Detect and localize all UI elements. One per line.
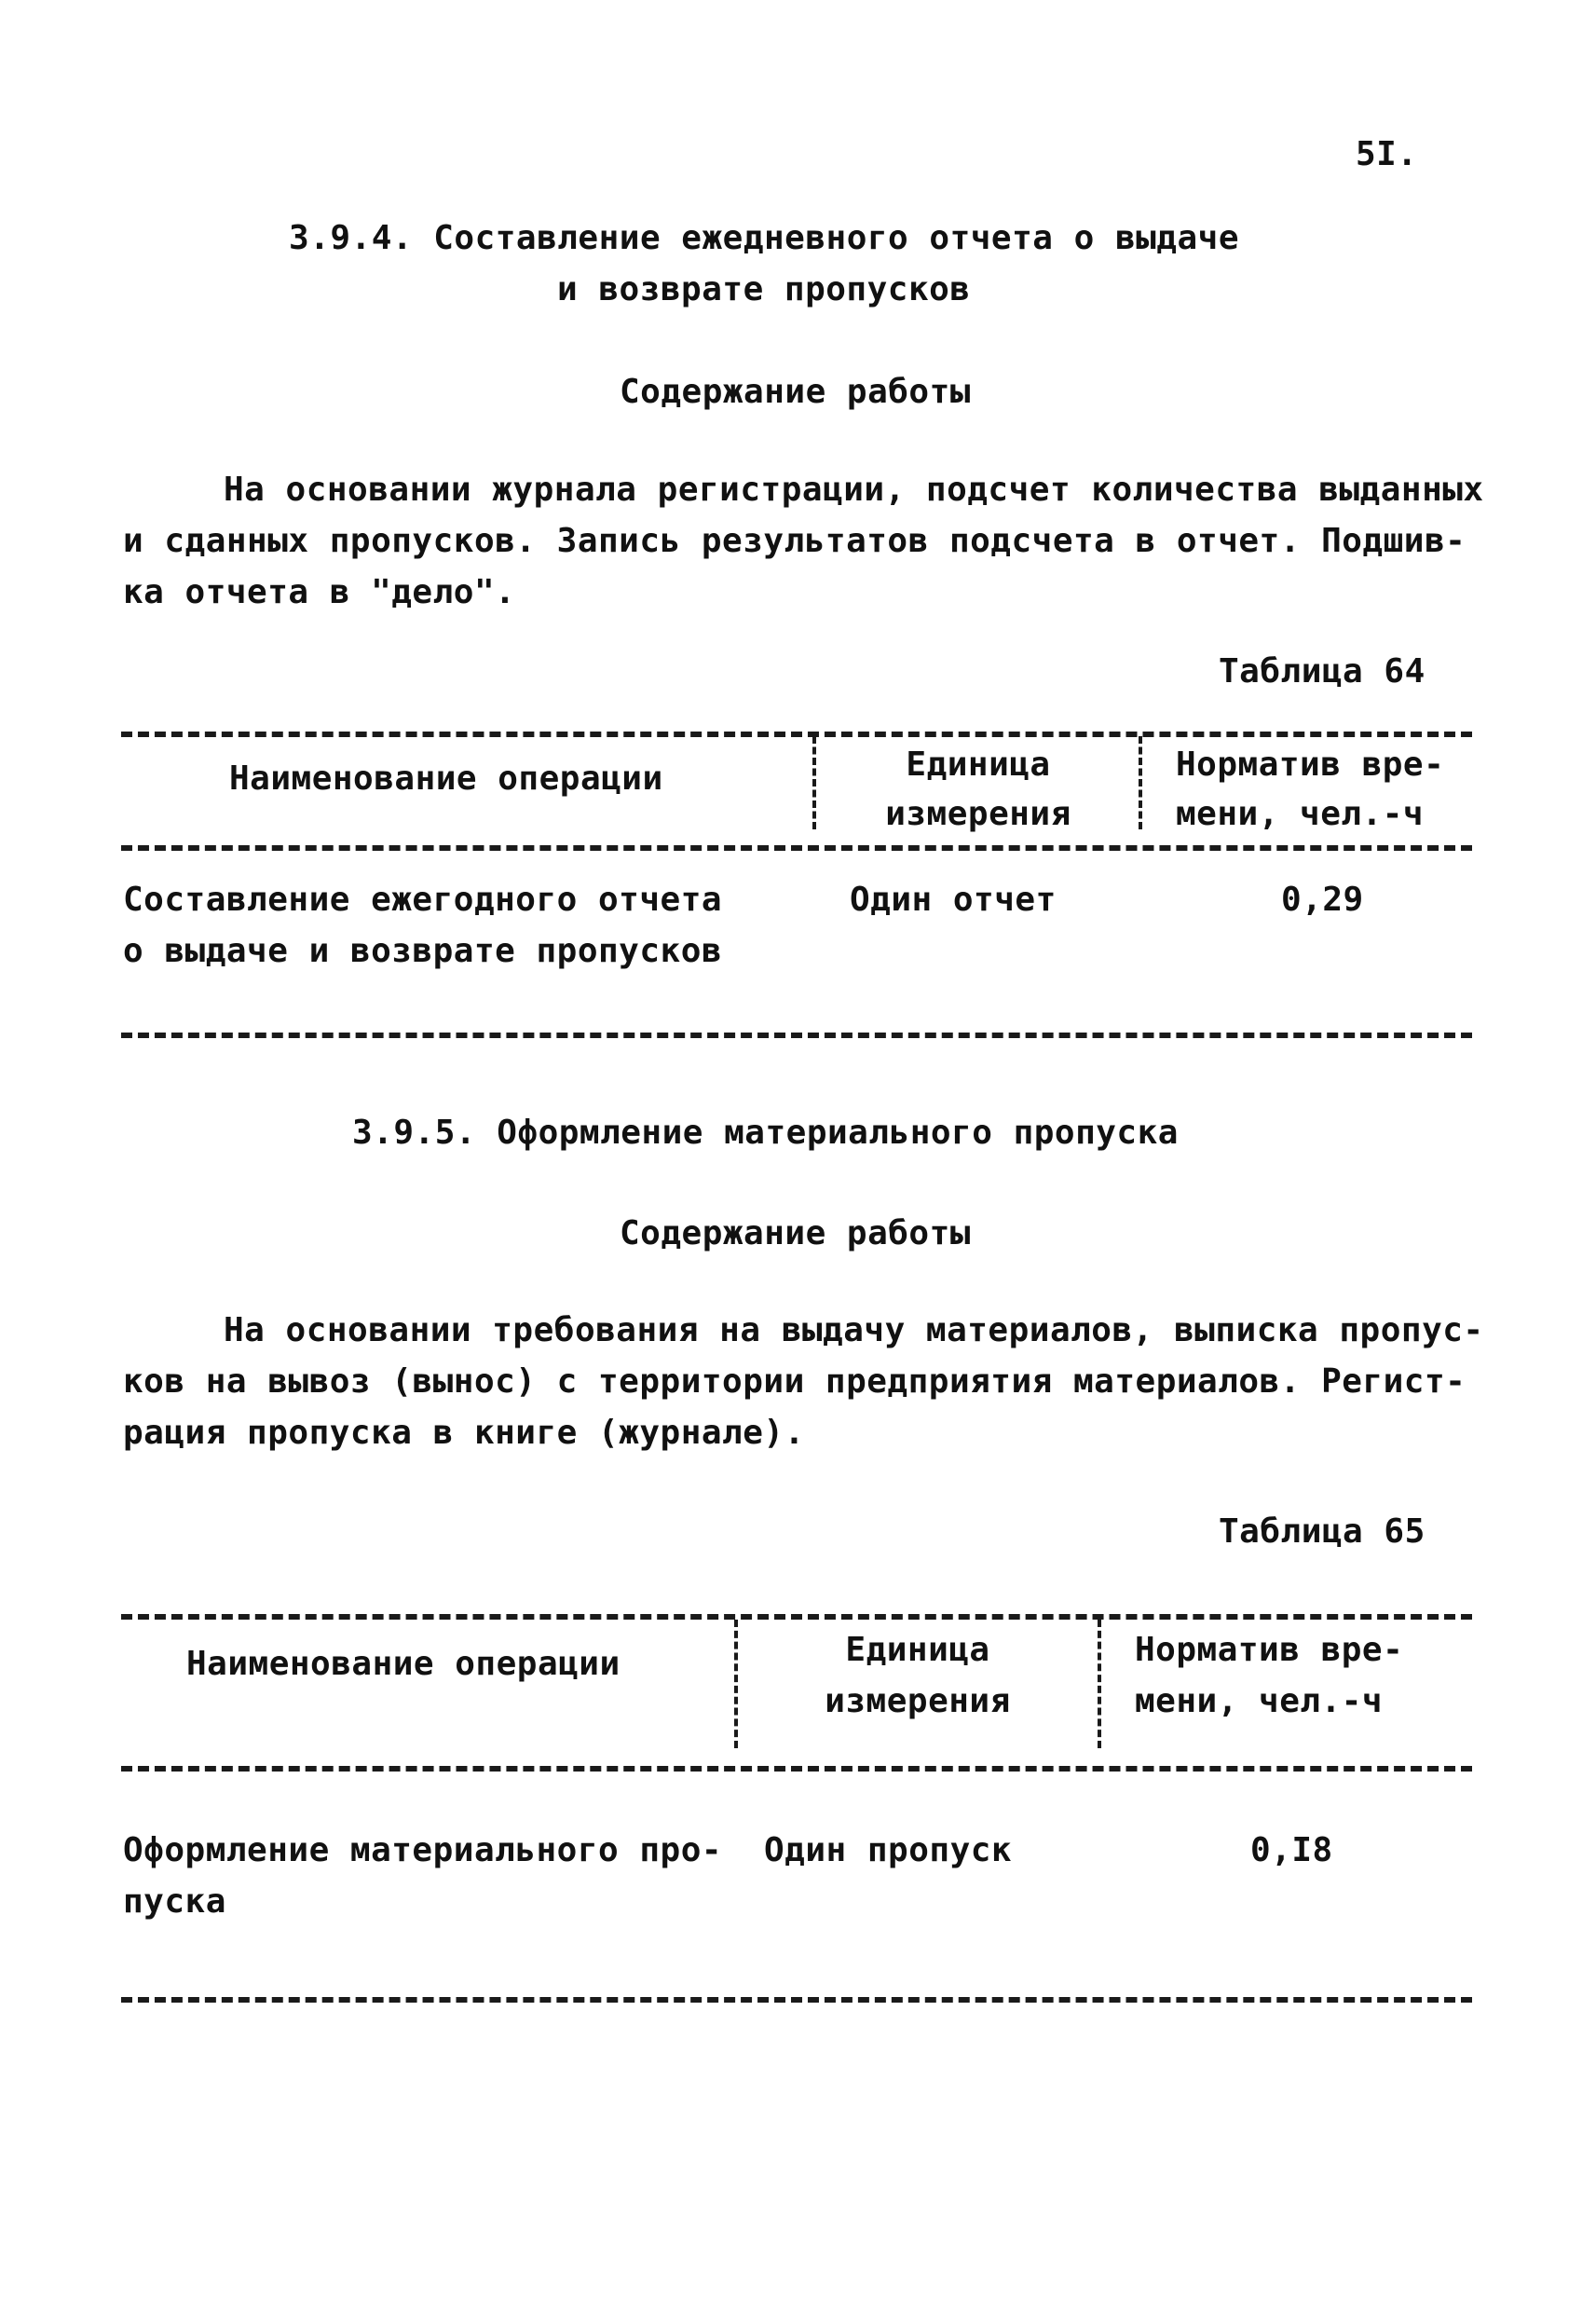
- table-64-header-rule: [121, 845, 1472, 851]
- section1-paragraph-line2: и сданных пропусков. Запись результатов подсчета в отчет. Подшив-: [123, 522, 1466, 560]
- section2-paragraph-line2: ков на вывоз (вынос) с территории предприятия материалов. Регист-: [123, 1362, 1466, 1401]
- table-65-row-unit: Один пропуск: [764, 1831, 1013, 1869]
- table-64-top-rule: [121, 732, 1472, 737]
- page-number: 5I.: [1356, 135, 1418, 173]
- section1-subheading: Содержание работы: [620, 373, 971, 411]
- table-64-header-norm-1: Норматив вре-: [1176, 746, 1445, 784]
- table-64-header-unit-2: измерения: [885, 795, 1071, 833]
- section1-paragraph-line1: На основании журнала регистрации, подсчет количества выданных: [224, 471, 1484, 509]
- section-heading-3-9-4: 3.9.4. Составление ежедневного отчета о выдаче: [289, 219, 1239, 257]
- table-65-row-norm: 0,I8: [1250, 1831, 1333, 1869]
- table-64-header-operation: Наименование операции: [229, 759, 663, 798]
- section2-subheading: Содержание работы: [620, 1214, 971, 1252]
- table-65-header-unit-1: Единица: [845, 1631, 990, 1669]
- section2-paragraph-line1: На основании требования на выдачу материалов, выписка пропус-: [224, 1311, 1484, 1349]
- table-65-caption: Таблица 65: [1219, 1512, 1425, 1551]
- table-65-col-divider-1: [734, 1620, 738, 1748]
- table-64-header-unit-1: Единица: [906, 746, 1051, 784]
- table-65-col-divider-2: [1098, 1620, 1101, 1748]
- table-64-row-norm: 0,29: [1281, 881, 1364, 919]
- table-65-header-norm-2: мени, чел.-ч: [1135, 1682, 1384, 1720]
- section-heading-3-9-4-cont: и возврате пропусков: [557, 270, 971, 308]
- table-64-caption: Таблица 64: [1219, 652, 1425, 691]
- table-65-header-rule: [121, 1766, 1472, 1772]
- table-65-header-operation: Наименование операции: [186, 1645, 621, 1683]
- table-65-row-operation-1: Оформление материального про-: [123, 1831, 723, 1869]
- table-64-row-operation-1: Составление ежегодного отчета: [123, 881, 723, 919]
- table-64-col-divider-2: [1139, 736, 1142, 829]
- table-65-bottom-rule: [121, 1997, 1472, 2003]
- table-64-row-operation-2: о выдаче и возврате пропусков: [123, 932, 723, 970]
- table-64-row-unit: Один отчет: [850, 881, 1057, 919]
- table-65-top-rule: [121, 1614, 1472, 1620]
- section2-paragraph-line3: рация пропуска в книге (журнале).: [123, 1414, 805, 1452]
- table-65-header-unit-2: измерения: [825, 1682, 1011, 1720]
- table-65-row-operation-2: пуска: [123, 1882, 226, 1921]
- table-64-header-norm-2: мени, чел.-ч: [1176, 795, 1425, 833]
- section1-paragraph-line3: ка отчета в "дело".: [123, 573, 516, 611]
- table-64-col-divider-1: [812, 736, 816, 829]
- section-heading-3-9-5: 3.9.5. Оформление материального пропуска: [352, 1114, 1179, 1152]
- table-65-header-norm-1: Норматив вре-: [1135, 1631, 1404, 1669]
- table-64-bottom-rule: [121, 1033, 1472, 1038]
